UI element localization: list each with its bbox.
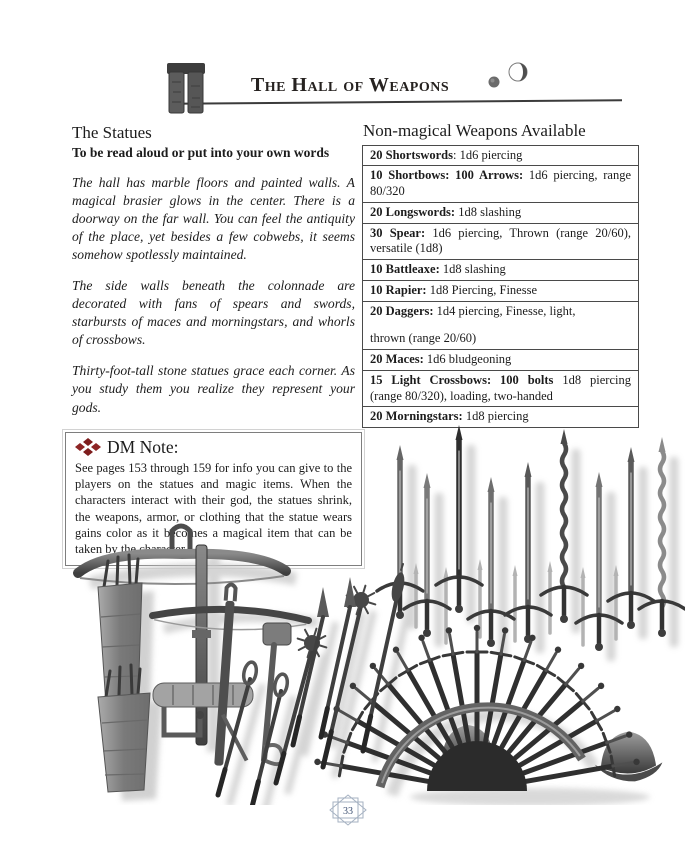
- weapon-row: [363, 259, 638, 280]
- weapon-name: 10 Battleaxe:: [370, 262, 440, 277]
- weapon-name: 20 Longswords:: [370, 204, 456, 219]
- weapon-stats: : 1d6 piercing: [453, 147, 523, 162]
- weapon-name: 20 Morningstars:: [370, 409, 463, 424]
- weapon-stats: 1d8 slashing: [439, 262, 506, 277]
- moon-phase-icons: [482, 60, 534, 94]
- read-aloud-paragraph: The side walls beneath the colonnade are decorated with fans of spears and swords, starbursts of maces and morningstars, and whorls of crossbows.: [72, 278, 355, 348]
- weapons-available-section: [362, 122, 639, 428]
- weapon-stats: 1d8 Piercing, Finesse: [426, 282, 538, 297]
- weapon-row: [363, 349, 638, 370]
- table-heading: Non-magical Weapons Available: [363, 121, 586, 140]
- page-title: The Hall of Weapons: [250, 74, 450, 96]
- read-aloud-paragraph: The hall has marble floors and painted walls. A magical brasier glows in the center. There is a doorway on the far wall. You can feel the antiquity of the place, yet besides a few cobwebs, it seems somehow spotlessly maintained.: [72, 174, 355, 262]
- weapon-row: [363, 146, 638, 166]
- page-number: 33: [343, 806, 353, 817]
- weapon-name: 10 Shortbows: 100 Arrows:: [370, 168, 524, 183]
- weapon-stats: 1d4 piercing, Finesse, light,: [433, 303, 576, 318]
- dm-note-title: DM Note:: [107, 436, 179, 457]
- background-blades: [414, 559, 619, 645]
- weapon-name: 20 Shortswords: [370, 147, 453, 162]
- weapon-row: [363, 202, 638, 223]
- weapon-name: 20 Maces:: [370, 352, 424, 367]
- header-rule: [170, 99, 622, 105]
- weapon-row: [363, 301, 638, 350]
- weapon-row: [363, 370, 638, 407]
- read-aloud-paragraph: Thirty-foot-tall stone statues grace each corner. As you study them you realize they represent your gods.: [72, 363, 355, 415]
- weapon-name: 30 Spear:: [370, 225, 426, 240]
- weapon-stats: 1d8 piercing: [462, 409, 529, 424]
- weapon-stats: 1d6 piercing, Thrown (range 20/60), versatile (1d8): [370, 225, 631, 256]
- weapon-stats: 1d6 bludgeoning: [423, 352, 512, 367]
- weapon-stats: 1d8 piercing (range 80/320), loading, two-handed: [370, 372, 631, 403]
- weapon-stats: thrown (range 20/60): [370, 331, 477, 346]
- weapon-stats: 1d6 piercing, range 80/320: [370, 168, 631, 199]
- weapon-name: 10 Rapier:: [370, 282, 427, 297]
- weapons-table: [362, 145, 639, 429]
- dm-note-body: See pages 153 through 159 for info you can give to the players on the statues and magic items. When the characters interact with their god, the statues shrink, the weapons, armor, or clothing that the statue wears gains color as it becomes a magical item that can be taken by the character.: [75, 460, 352, 557]
- section-subheading: To be read aloud or put into your own words: [72, 144, 330, 160]
- weapon-row: [363, 280, 638, 301]
- weapon-row: [363, 223, 638, 260]
- diamond-ornament-icon: [327, 793, 369, 827]
- weapon-name: 15 Light Crossbows: 100 bolts: [370, 372, 554, 387]
- weapon-row: [363, 165, 638, 202]
- section-heading: The Statues: [72, 123, 152, 142]
- weapon-stats: 1d8 slashing: [455, 204, 522, 219]
- weapons-montage-photo: [60, 415, 685, 805]
- stone-trilithon-icon: [166, 62, 206, 114]
- weapon-name: 20 Daggers:: [370, 303, 434, 318]
- maces-and-morningstars: [218, 564, 407, 805]
